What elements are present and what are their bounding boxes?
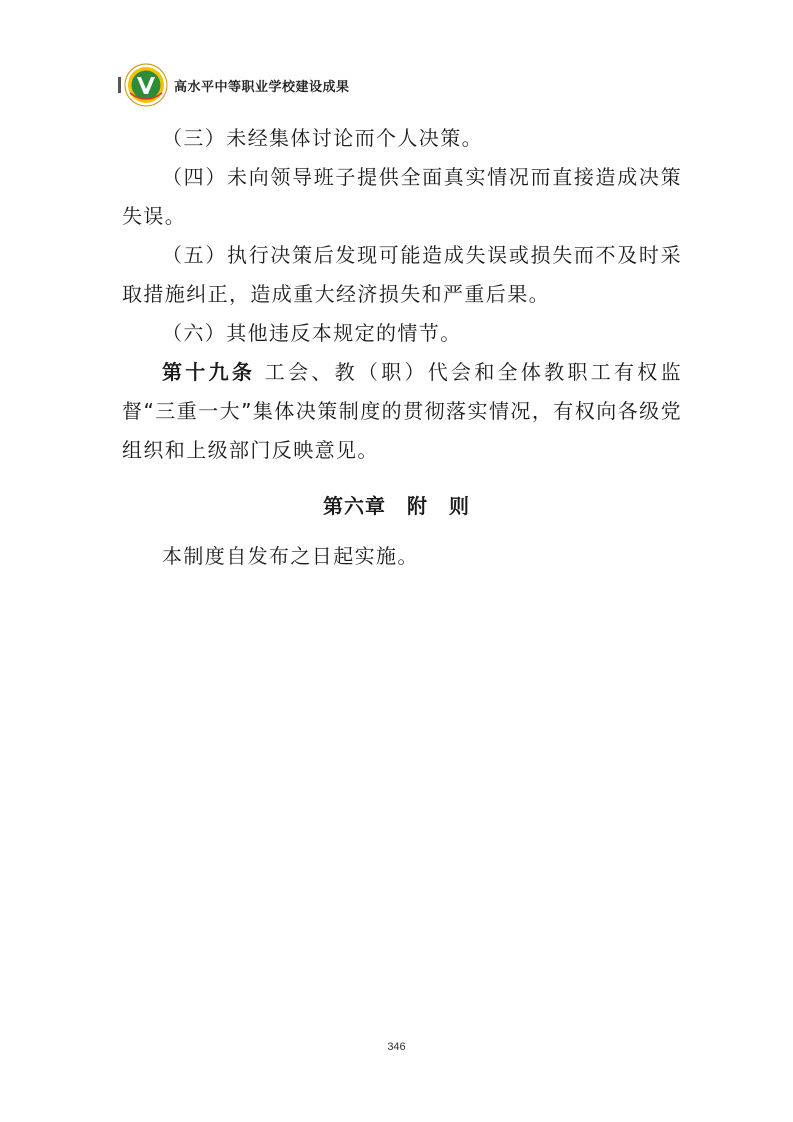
clause-wu: （五）执行决策后发现可能造成失误或损失而不及时采取措施纠正，造成重大经济损失和严重后果。	[122, 243, 682, 306]
clause-si: （四）未向领导班子提供全面真实情况而直接造成决策失误。	[122, 165, 682, 228]
clause-liu: （六）其他违反本规定的情节。	[162, 321, 462, 345]
document-body-bottom	[122, 537, 682, 576]
header-title: 高水平中等职业学校建设成果	[174, 79, 350, 95]
article-19	[122, 353, 682, 470]
page-header	[118, 63, 350, 107]
school-logo-icon	[124, 63, 168, 107]
header-divider	[118, 77, 121, 93]
article-19-text: 工会、教（职）代会和全体教职工有权监督“三重一大”集体决策制度的贯彻落实情况，有权向各级党组织和上级部门反映意见。	[122, 360, 682, 462]
clause-san: （三）未经集体讨论而个人决策。	[162, 126, 483, 150]
chapter-title: 第六章 附 则	[323, 494, 470, 518]
final-clause: 本制度自发布之日起实施。	[162, 544, 419, 568]
page-number: 346	[387, 1041, 406, 1053]
document-body-top	[122, 119, 682, 470]
article-19-label: 第十九条	[162, 360, 256, 384]
